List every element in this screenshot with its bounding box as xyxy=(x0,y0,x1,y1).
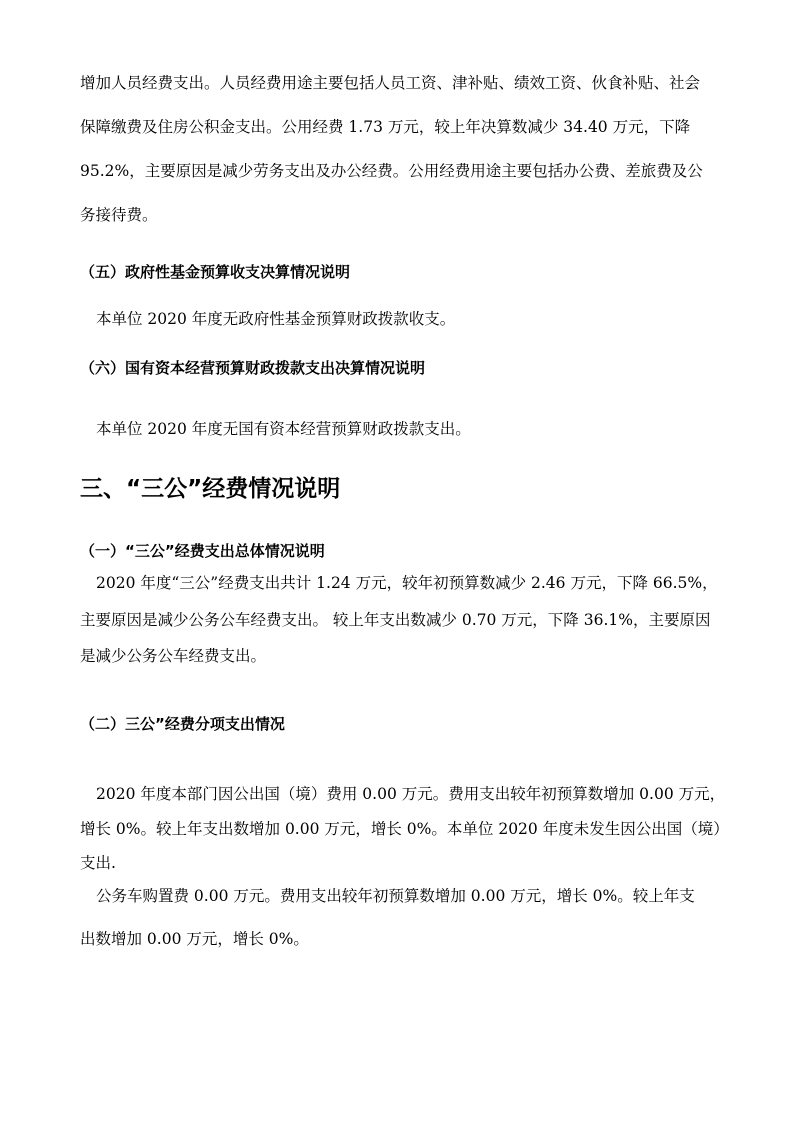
paragraph-line: 出数增加 0.00 万元，增长 0%。 xyxy=(80,930,309,948)
paragraph-line: 增长 0%。较上年支出数增加 0.00 万元，增长 0%。本单位 2020 年度未发生因公出国（境） xyxy=(80,820,729,838)
section-heading-6: （六）国有资本经营预算财政拨款支出决算情况说明 xyxy=(80,359,426,377)
paragraph-line: 增加人员经费支出。人员经费用途主要包括人员工资、津补贴、绩效工资、伙食补贴、社会 xyxy=(80,74,701,92)
main-heading-3: 三、“三公”经费情况说明 xyxy=(80,476,341,502)
paragraph-line: 支出. xyxy=(80,854,116,872)
paragraph-line: 95.2%，主要原因是减少劳务支出及办公经费。公用经费用途主要包括办公费、差旅费及公 xyxy=(80,162,703,180)
paragraph-line: 公务车购置费 0.00 万元。费用支出较年初预算数增加 0.00 万元，增长 0%。较上年支 xyxy=(96,887,695,905)
subsection-heading-2: （二）三公”经费分项支出情况 xyxy=(80,715,285,733)
paragraph-no-state-capital: 本单位 2020 年度无国有资本经营预算财政拨款支出。 xyxy=(96,420,471,438)
paragraph-line: 是减少公务公车经费支出。 xyxy=(80,647,267,665)
paragraph-line: 2020 年度“三公”经费支出共计 1.24 万元，较年初预算数减少 2.46 万元，下降 66.5%， xyxy=(96,574,718,592)
section-heading-5: （五）政府性基金预算收支决算情况说明 xyxy=(80,263,351,281)
paragraph-no-gov-fund: 本单位 2020 年度无政府性基金预算财政拨款收支。 xyxy=(96,310,456,328)
paragraph-line: 主要原因是减少公务公车经费支出。 较上年支出数减少 0.70 万元，下降 36.1%，主要原因 xyxy=(80,611,711,629)
paragraph-line: 2020 年度本部门因公出国（境）费用 0.00 万元。费用支出较年初预算数增加 0.00 万元， xyxy=(96,785,726,803)
paragraph-line: 保障缴费及住房公积金支出。公用经费 1.73 万元，较上年决算数减少 34.40 万元，下降 xyxy=(80,118,691,136)
subsection-heading-1: （一）“三公”经费支出总体情况说明 xyxy=(80,542,325,560)
paragraph-line: 务接待费。 xyxy=(80,206,158,224)
